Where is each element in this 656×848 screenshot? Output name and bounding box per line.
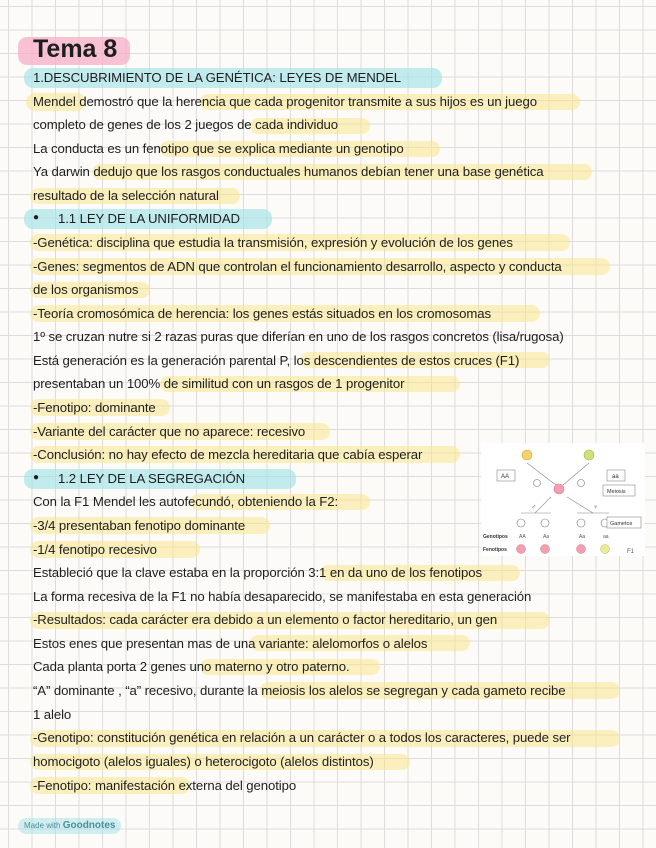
note-line: -Fenotipo: manifestación externa del genotipo <box>33 778 297 793</box>
page-title: Tema 8 <box>33 35 118 63</box>
genotype-cell: AA <box>519 534 526 540</box>
parent-left-label: AA <box>501 474 510 480</box>
cross-line-left <box>527 463 556 485</box>
mendel-cross-diagram <box>481 443 645 556</box>
parent-pea-yellow <box>522 450 532 460</box>
note-line: Con la F1 Mendel les autofecundó, obteniendo la F2: <box>33 494 339 509</box>
note-line: La forma recesiva de la F1 no había desaparecido, se manifestaba en esta generación <box>33 589 532 604</box>
f1-node-right <box>578 480 585 487</box>
f2-pea <box>577 545 586 554</box>
gamete-branch-right <box>567 497 593 513</box>
note-line: -Conclusión: no hay efecto de mezcla hereditaria que cabía esperar <box>33 447 423 462</box>
note-line: -Variante del carácter que no aparece: recesivo <box>33 424 306 439</box>
note-line: -3/4 presentaban fenotipo dominante <box>33 518 246 533</box>
note-line: “A” dominante , “a” recesivo, durante la meiosis los alelos se segregan y cada gameto recibe <box>33 683 566 698</box>
note-line: La conducta es un fenotipo que se explica mediante un genotipo <box>33 141 404 156</box>
note-line: -Fenotipo: dominante <box>33 400 156 415</box>
parent-right-label: aa <box>612 474 619 480</box>
watermark-brand: Goodnotes <box>62 820 116 831</box>
note-line: resultado de la selección natural <box>33 188 219 203</box>
note-line: Estos enes que presentan mas de una variante: alelomorfos o alelos <box>33 636 428 651</box>
note-line: -Genes: segmentos de ADN que controlan el funcionamiento desarrollo, aspecto y conducta <box>33 259 562 274</box>
note-line: Ya darwin dedujo que los rasgos conductuales humanos debían tener una base genética <box>33 164 544 179</box>
f2-pea <box>517 545 526 554</box>
note-line: 1º se cruzan nutre si 2 razas puras que diferían en uno de los rasgos concretos (lisa/rugosa) <box>33 329 564 344</box>
watermark-prefix: Made with <box>24 821 61 830</box>
note-line: -Teoría cromosómica de herencia: los genes estás situados en los cromosomas <box>33 306 491 321</box>
cross-line-right <box>563 463 589 485</box>
phenotypes-label: Fenotipos <box>483 547 507 553</box>
genotypes-label: Genotipos <box>483 534 508 540</box>
bullet-icon: ● <box>33 212 40 223</box>
genotype-cell: Aa <box>543 534 550 540</box>
subheading-segregacion: 1.2 LEY DE LA SEGREGACIÓN <box>58 471 246 486</box>
genotype-cell: aa <box>603 534 609 540</box>
gametes-label: Gametos <box>610 521 633 527</box>
f1-node-left <box>534 480 541 487</box>
gamete <box>541 519 549 527</box>
note-line: -1/4 fenotipo recesivo <box>33 542 157 557</box>
note-line: de los organismos <box>33 282 139 297</box>
meiosis-label: Meiosis <box>607 489 626 495</box>
f2-pea <box>601 545 610 554</box>
f1-label: F1 <box>627 549 635 555</box>
note-line: presentaban un 100% de similitud con un rasgos de 1 progenitor <box>33 376 405 391</box>
note-line: Estableció que la clave estaba en la proporción 3:1 en da uno de los fenotipos <box>33 565 482 580</box>
female-symbol: ♀ <box>593 504 599 511</box>
parent-pea-green <box>584 450 594 460</box>
note-line: Cada planta porta 2 genes uno materno y otro paterno. <box>33 659 350 674</box>
bullet-icon: ● <box>33 472 40 483</box>
note-line: -Resultados: cada carácter era debido a un elemento o factor hereditario, un gen <box>33 612 498 627</box>
gamete <box>517 519 525 527</box>
f2-pea <box>541 545 550 554</box>
diagram-svg <box>481 443 645 556</box>
gamete-branch-left <box>535 497 551 513</box>
section-heading: 1.DESCUBRIMIENTO DE LA GENÉTICA: LEYES DE MENDEL <box>33 70 401 85</box>
genotype-cell: Aa <box>579 534 586 540</box>
subheading-uniformidad: 1.1 LEY DE LA UNIFORMIDAD <box>58 211 240 226</box>
note-line: -Genotipo: constitución genética en relación a un carácter o a todos los caracteres, puede ser <box>33 730 571 745</box>
note-line: -Genética: disciplina que estudia la transmisión, expresión y evolución de los genes <box>33 235 513 250</box>
goodnotes-watermark <box>18 818 121 834</box>
note-line: homocigoto (alelos iguales) o heterocigoto (alelos distintos) <box>33 754 374 769</box>
male-symbol: ♂ <box>531 504 537 511</box>
gamete <box>577 519 585 527</box>
note-line: 1 alelo <box>33 707 72 722</box>
note-line: Está generación es la generación parental P, los descendientes de estos cruces (F1) <box>33 353 520 368</box>
f1-pea <box>554 484 564 494</box>
note-line: Mendel demostró que la herencia que cada progenitor transmite a sus hijos es un juego <box>33 94 537 109</box>
note-line: completo de genes de los 2 juegos de cada individuo <box>33 117 339 132</box>
